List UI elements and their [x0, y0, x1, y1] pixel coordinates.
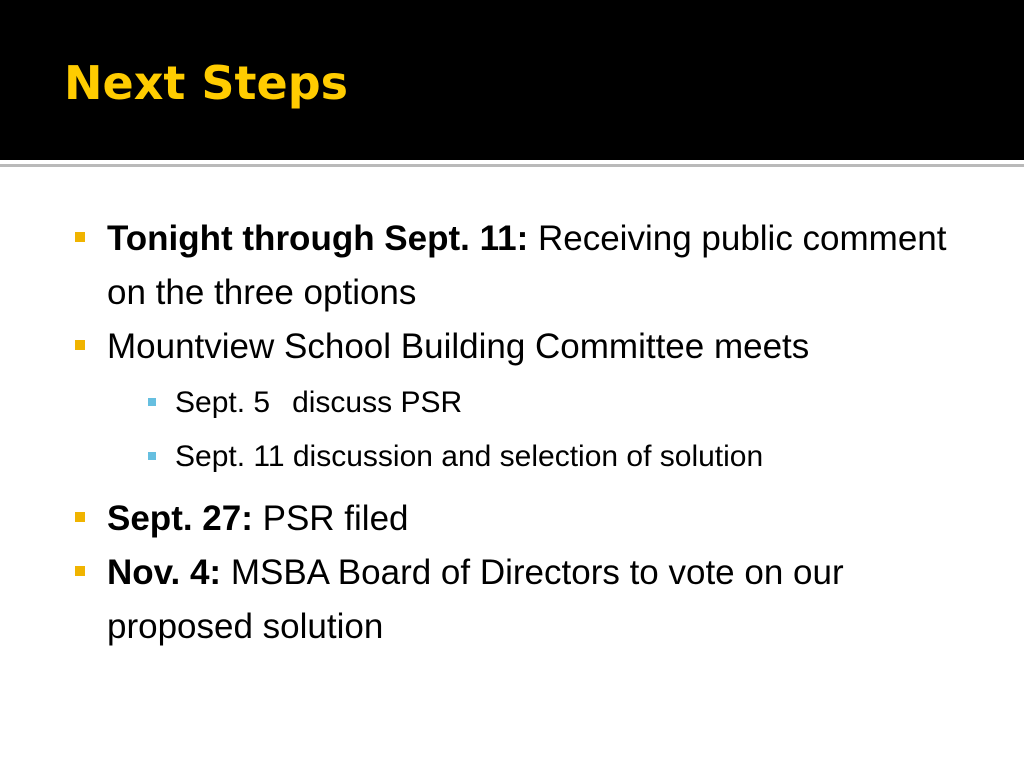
square-bullet-icon	[75, 340, 85, 350]
sub-bullet-date: Sept. 11	[175, 440, 285, 473]
bullet-item-psr-filed	[72, 492, 972, 546]
bullet-bold-text: Tonight through Sept. 11:	[107, 219, 529, 258]
bullet-text: Receiving public comment on the three options	[107, 219, 947, 312]
sub-bullet-list	[107, 374, 972, 492]
small-square-bullet-icon	[148, 398, 156, 406]
small-square-bullet-icon	[148, 452, 156, 460]
square-bullet-icon	[75, 232, 85, 242]
square-bullet-icon	[75, 566, 85, 576]
sub-bullet-item-sept-11	[175, 436, 972, 478]
bullet-bold-text: Sept. 27:	[107, 499, 253, 538]
square-bullet-icon	[75, 512, 85, 522]
bullet-item-msba-vote	[72, 546, 972, 654]
sub-bullet-item-sept-5	[175, 382, 972, 424]
bullet-bold-text: Nov. 4:	[107, 553, 222, 592]
bullet-text: Mountview School Building Committee meets	[107, 327, 810, 366]
page-title: Next Steps	[64, 56, 348, 110]
sub-bullet-text: discussion and selection of solution	[292, 440, 764, 473]
sub-bullet-date: Sept. 5	[175, 386, 271, 419]
bullet-list	[72, 212, 972, 654]
bullet-text: PSR filed	[252, 499, 409, 538]
bullet-item-committee-meets	[72, 320, 972, 492]
sub-bullet-text: discuss PSR	[292, 386, 463, 419]
bullet-text: MSBA Board of Directors to vote on our proposed solution	[107, 553, 844, 646]
bullet-item-public-comment	[72, 212, 972, 320]
title-divider-gray	[0, 164, 1024, 167]
